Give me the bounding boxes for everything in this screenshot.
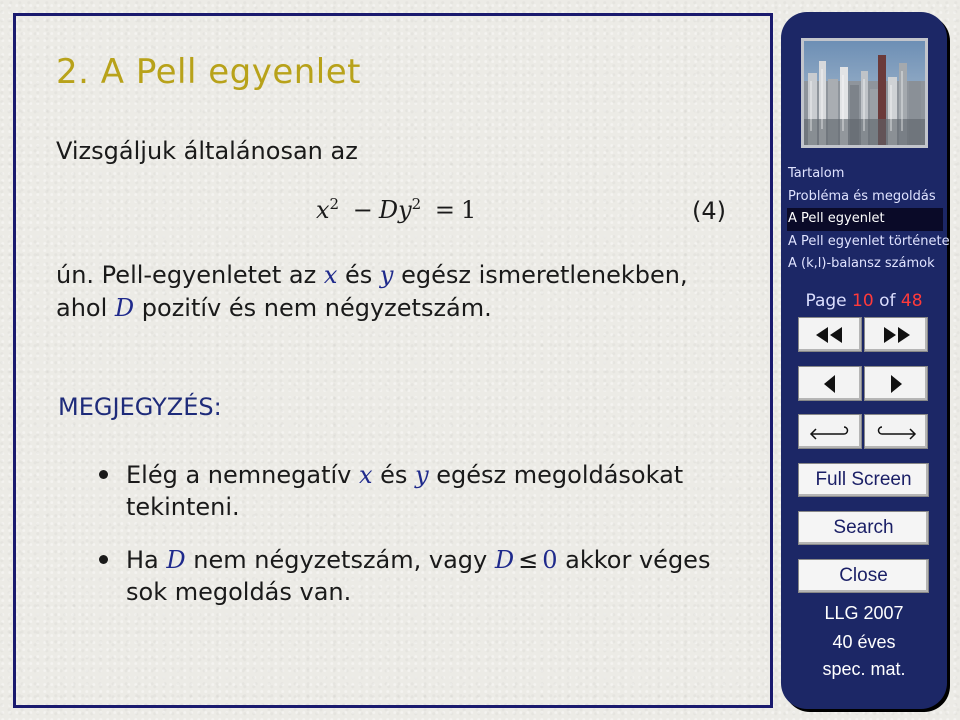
para-text: egész ismeretlenekben, ahol: [56, 261, 688, 322]
bullet-icon: [99, 555, 108, 564]
full-screen-button[interactable]: Full Screen: [798, 463, 929, 497]
var-x: x: [323, 261, 338, 289]
left-arrow-icon: [822, 374, 838, 394]
bullet-text: egész megoldásokat tekinteni.: [126, 461, 684, 521]
eq-y: y: [398, 196, 412, 224]
page-indicator: [781, 291, 947, 311]
var-D: D: [114, 294, 135, 322]
equation-number: (4): [692, 197, 726, 225]
nav-menu: [787, 163, 950, 276]
var-x: x: [358, 461, 373, 489]
footer-line-3: spec. mat.: [822, 659, 906, 679]
navigation-sidebar: [781, 12, 950, 709]
current-page: 10: [852, 291, 874, 311]
eq-D: D: [378, 196, 399, 224]
eq-exp1: 2: [329, 195, 340, 213]
total-pages: 48: [900, 291, 923, 311]
var-D: D: [494, 546, 515, 574]
bullet-text: Ha: [126, 546, 167, 574]
eq-one: 1: [460, 196, 477, 224]
bullet-text: Elég a nemnegatív: [126, 461, 359, 489]
nav-item-balance-numbers[interactable]: A (k,l)-balansz számok: [788, 256, 935, 271]
eq-x: x: [316, 196, 330, 224]
list-item: [96, 544, 736, 608]
footer-line-2: 40 éves: [832, 632, 896, 652]
hook-right-arrow-icon: [874, 424, 918, 440]
var-D: D: [166, 546, 186, 574]
var-y: y: [415, 461, 429, 489]
slide-title: 2. A Pell egyenlet: [56, 52, 362, 92]
footer-line-1: LLG 2007: [824, 603, 904, 623]
eq-equals: =: [434, 196, 455, 224]
bullet-icon: [99, 470, 108, 479]
bullet-text: és: [372, 461, 416, 489]
search-button[interactable]: Search: [798, 511, 929, 545]
right-arrow-icon: [888, 374, 904, 394]
le-symbol: ≤: [518, 546, 539, 574]
list-item: [96, 459, 736, 523]
close-button[interactable]: Close: [798, 559, 929, 593]
first-page-button[interactable]: [798, 317, 862, 352]
bullet-text: nem négyzetszám, vagy: [185, 546, 495, 574]
eq-minus: −: [352, 196, 373, 224]
remark-heading: MEGJEGYZÉS:: [58, 393, 222, 421]
last-page-button[interactable]: [864, 317, 928, 352]
pell-equation: [316, 195, 476, 224]
double-left-arrow-icon: [814, 326, 846, 344]
page-of: of: [873, 291, 901, 311]
nav-item-pell-equation[interactable]: A Pell egyenlet: [787, 208, 943, 231]
nav-item-contents[interactable]: Tartalom: [788, 166, 845, 181]
para-text: ún. Pell-egyenletet az: [56, 261, 324, 289]
city-skyline-image: [801, 38, 928, 148]
bullet-text: akkor véges sok megoldás van.: [126, 546, 711, 606]
hook-left-arrow-icon: [808, 424, 852, 440]
previous-page-button[interactable]: [798, 366, 862, 401]
definition-paragraph: [56, 259, 736, 325]
para-text: és: [337, 261, 380, 289]
zero-value: 0: [542, 546, 558, 574]
skyline-illustration: [804, 41, 925, 145]
double-right-arrow-icon: [880, 326, 912, 344]
intro-text: Vizsgáljuk általánosan az: [56, 137, 358, 165]
eq-exp2: 2: [411, 195, 422, 213]
var-y: y: [379, 261, 394, 289]
nav-item-pell-history[interactable]: A Pell egyenlet története: [788, 233, 950, 249]
nav-item-problem-solution[interactable]: Probléma és megoldás: [788, 188, 936, 204]
remark-list: [96, 459, 736, 629]
go-back-button[interactable]: [798, 414, 862, 449]
go-forward-button[interactable]: [864, 414, 928, 449]
next-page-button[interactable]: [864, 366, 928, 401]
para-text: pozitív és nem négyzetszám.: [134, 294, 492, 322]
page-prefix: Page: [805, 291, 853, 311]
